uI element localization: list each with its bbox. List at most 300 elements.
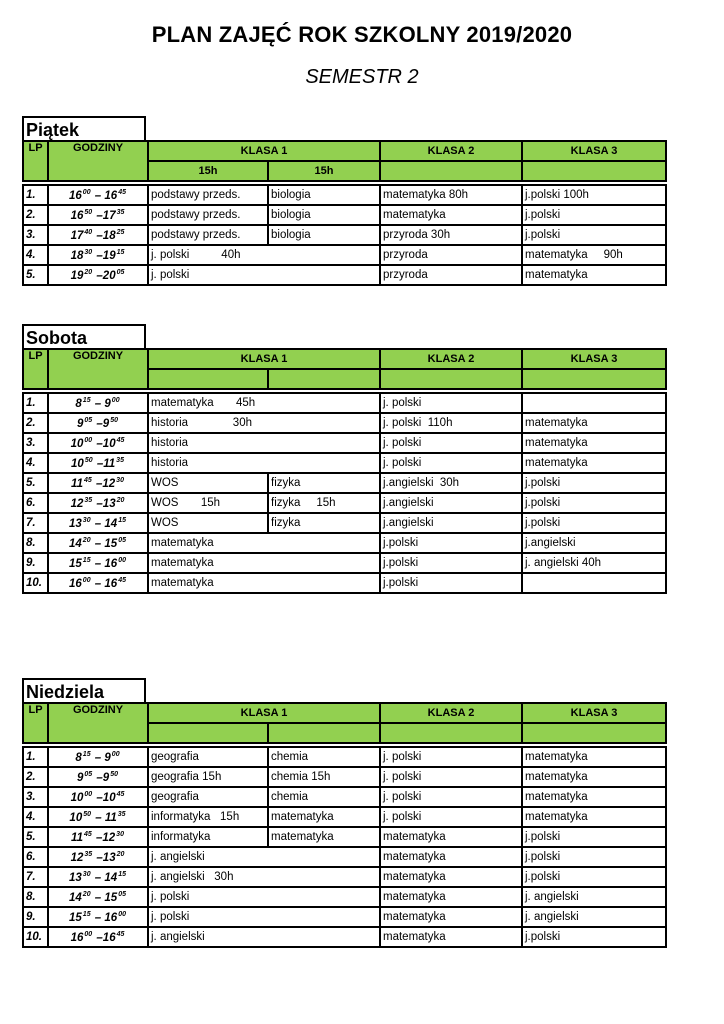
time-end-hour: 16 bbox=[102, 931, 116, 944]
cell-lp: 4. bbox=[23, 245, 48, 265]
header-lp: LP bbox=[23, 349, 48, 389]
time-start-minute: 35 bbox=[84, 850, 93, 858]
time-start-hour: 9 bbox=[77, 417, 84, 430]
time-start-hour: 10 bbox=[70, 791, 84, 804]
cell-klasa-1: j. angielski bbox=[148, 847, 380, 867]
cell-lp: 2. bbox=[23, 767, 48, 787]
cell-klasa-1b: fizyka bbox=[268, 513, 380, 533]
cell-klasa-1: matematyka 45h bbox=[148, 393, 380, 413]
cell-klasa-1b: fizyka 15h bbox=[268, 493, 380, 513]
cell-klasa-2: j. polski bbox=[380, 433, 522, 453]
time-separator: – bbox=[91, 577, 105, 590]
time-end-minute: 45 bbox=[118, 188, 126, 196]
time-start-hour: 13 bbox=[69, 517, 82, 530]
subheader-klasa-3 bbox=[522, 161, 666, 181]
table-row bbox=[23, 847, 666, 867]
cell-klasa-1: historia bbox=[148, 453, 380, 473]
subheader-klasa-2 bbox=[380, 161, 522, 181]
cell-klasa-1: matematyka bbox=[148, 573, 380, 593]
cell-godziny bbox=[48, 433, 148, 453]
time-start-hour: 12 bbox=[70, 497, 84, 510]
time-end-hour: 16 bbox=[104, 577, 118, 590]
cell-klasa-1a: WOS bbox=[148, 473, 268, 493]
cell-godziny bbox=[48, 453, 148, 473]
time-end-hour: 9 bbox=[104, 751, 111, 764]
cell-godziny bbox=[48, 927, 148, 947]
time-separator: – bbox=[93, 269, 103, 282]
subheader-klasa-1a bbox=[148, 723, 268, 743]
time-start-minute: 05 bbox=[84, 770, 93, 778]
time-end-minute: 00 bbox=[111, 396, 120, 404]
time-separator: – bbox=[93, 771, 103, 784]
cell-klasa-1b: matematyka bbox=[268, 807, 380, 827]
time-start-hour: 15 bbox=[69, 557, 82, 570]
cell-klasa-3: j.polski bbox=[522, 867, 666, 887]
time-start-minute: 45 bbox=[83, 830, 92, 838]
schedule-table bbox=[22, 348, 667, 594]
cell-klasa-1: historia bbox=[148, 433, 380, 453]
time-start-hour: 8 bbox=[75, 751, 82, 764]
time-start-minute: 15 bbox=[82, 396, 91, 404]
time-start-hour: 11 bbox=[71, 831, 83, 844]
cell-klasa-2: matematyka bbox=[380, 907, 522, 927]
cell-lp: 3. bbox=[23, 787, 48, 807]
table-row bbox=[23, 867, 666, 887]
subheader-klasa-1b bbox=[268, 369, 380, 389]
time-start-hour: 14 bbox=[69, 537, 82, 550]
cell-godziny bbox=[48, 533, 148, 553]
table-row bbox=[23, 265, 666, 285]
page-subtitle: SEMESTR 2 bbox=[305, 66, 419, 88]
cell-klasa-3: matematyka bbox=[522, 265, 666, 285]
time-end-hour: 9 bbox=[102, 417, 110, 430]
time-separator: – bbox=[91, 517, 105, 530]
cell-lp: 7. bbox=[23, 867, 48, 887]
cell-klasa-3: matematyka bbox=[522, 433, 666, 453]
time-start-minute: 35 bbox=[84, 496, 93, 504]
time-end-minute: 30 bbox=[116, 830, 124, 838]
cell-klasa-1b: matematyka bbox=[268, 827, 380, 847]
schedule-sunday bbox=[22, 678, 665, 948]
cell-lp: 8. bbox=[23, 887, 48, 907]
cell-godziny bbox=[48, 573, 148, 593]
cell-lp: 6. bbox=[23, 847, 48, 867]
cell-godziny bbox=[48, 807, 148, 827]
cell-klasa-3: j.polski 100h bbox=[522, 185, 666, 205]
cell-klasa-1b: biologia bbox=[268, 185, 380, 205]
header-klasa-1: KLASA 1 bbox=[148, 349, 380, 369]
cell-klasa-3: matematyka 90h bbox=[522, 245, 666, 265]
cell-klasa-2: j.angielski bbox=[380, 493, 522, 513]
time-end-minute: 45 bbox=[118, 576, 126, 584]
time-start-minute: 50 bbox=[83, 810, 92, 818]
time-separator: – bbox=[93, 437, 103, 450]
time-start-minute: 20 bbox=[82, 536, 91, 544]
cell-lp: 2. bbox=[23, 205, 48, 225]
time-start-minute: 00 bbox=[82, 188, 91, 196]
cell-klasa-1b: biologia bbox=[268, 205, 380, 225]
subheader-klasa-1a: 15h bbox=[148, 161, 268, 181]
table-row bbox=[23, 473, 666, 493]
time-end-minute: 20 bbox=[116, 496, 125, 504]
time-start-minute: 15 bbox=[82, 750, 91, 758]
time-start-hour: 10 bbox=[70, 437, 84, 450]
cell-godziny bbox=[48, 767, 148, 787]
cell-klasa-3: matematyka bbox=[522, 807, 666, 827]
time-end-minute: 35 bbox=[117, 810, 126, 818]
cell-lp: 8. bbox=[23, 533, 48, 553]
table-row bbox=[23, 747, 666, 767]
cell-klasa-3: j.polski bbox=[522, 847, 666, 867]
time-start-minute: 00 bbox=[82, 576, 91, 584]
time-start-minute: 05 bbox=[84, 416, 93, 424]
time-separator: – bbox=[93, 791, 103, 804]
time-end-minute: 20 bbox=[116, 850, 125, 858]
subheader-klasa-1a bbox=[148, 369, 268, 389]
cell-godziny bbox=[48, 265, 148, 285]
header-row bbox=[23, 141, 666, 161]
time-start-hour: 16 bbox=[69, 189, 82, 202]
cell-godziny bbox=[48, 245, 148, 265]
cell-lp: 9. bbox=[23, 553, 48, 573]
cell-lp: 2. bbox=[23, 413, 48, 433]
cell-klasa-2: matematyka bbox=[380, 827, 522, 847]
cell-klasa-2: przyroda bbox=[380, 245, 522, 265]
cell-godziny bbox=[48, 473, 148, 493]
time-end-hour: 17 bbox=[102, 209, 116, 222]
time-end-hour: 11 bbox=[104, 811, 117, 824]
table-row bbox=[23, 413, 666, 433]
time-start-hour: 9 bbox=[77, 771, 84, 784]
cell-godziny bbox=[48, 747, 148, 767]
cell-lp: 6. bbox=[23, 493, 48, 513]
cell-klasa-1a: podstawy przeds. bbox=[148, 185, 268, 205]
time-end-minute: 15 bbox=[118, 516, 126, 524]
time-separator: – bbox=[91, 397, 105, 410]
cell-klasa-3: matematyka bbox=[522, 747, 666, 767]
header-godziny: GODZINY bbox=[48, 349, 148, 389]
cell-klasa-1: matematyka bbox=[148, 553, 380, 573]
time-start-minute: 00 bbox=[84, 930, 93, 938]
time-start-hour: 10 bbox=[69, 811, 83, 824]
cell-klasa-1a: informatyka 15h bbox=[148, 807, 268, 827]
time-separator: – bbox=[93, 931, 103, 944]
cell-lp: 5. bbox=[23, 473, 48, 493]
day-name-piatek: Piątek bbox=[22, 116, 146, 140]
time-end-minute: 05 bbox=[118, 890, 126, 898]
cell-lp: 7. bbox=[23, 513, 48, 533]
time-start-minute: 30 bbox=[82, 516, 91, 524]
cell-lp: 5. bbox=[23, 827, 48, 847]
time-separator: – bbox=[91, 537, 105, 550]
cell-klasa-2: j. polski bbox=[380, 807, 522, 827]
cell-klasa-1: j. polski bbox=[148, 887, 380, 907]
cell-klasa-2: j. polski bbox=[380, 787, 522, 807]
cell-klasa-2: matematyka bbox=[380, 205, 522, 225]
time-end-minute: 05 bbox=[118, 536, 126, 544]
header-klasa-3: KLASA 3 bbox=[522, 141, 666, 161]
header-row bbox=[23, 703, 666, 723]
subheader-klasa-1b: 15h bbox=[268, 161, 380, 181]
cell-godziny bbox=[48, 907, 148, 927]
time-separator: – bbox=[91, 189, 105, 202]
cell-klasa-1: j. polski bbox=[148, 907, 380, 927]
time-start-minute: 00 bbox=[84, 790, 93, 798]
cell-klasa-2: matematyka 80h bbox=[380, 185, 522, 205]
cell-klasa-1a: podstawy przeds. bbox=[148, 205, 268, 225]
cell-klasa-3: j.polski bbox=[522, 827, 666, 847]
cell-godziny bbox=[48, 867, 148, 887]
cell-klasa-1: j. angielski bbox=[148, 927, 380, 947]
table-row bbox=[23, 533, 666, 553]
cell-klasa-3: j.polski bbox=[522, 513, 666, 533]
header-godziny: GODZINY bbox=[48, 703, 148, 743]
cell-godziny bbox=[48, 413, 148, 433]
cell-klasa-3: j.polski bbox=[522, 205, 666, 225]
cell-lp: 4. bbox=[23, 453, 48, 473]
table-row bbox=[23, 493, 666, 513]
schedule-friday bbox=[22, 116, 665, 286]
time-end-hour: 14 bbox=[104, 517, 118, 530]
cell-klasa-3: matematyka bbox=[522, 767, 666, 787]
time-start-hour: 18 bbox=[70, 249, 84, 262]
header-klasa-3: KLASA 3 bbox=[522, 349, 666, 369]
cell-godziny bbox=[48, 787, 148, 807]
time-end-hour: 16 bbox=[104, 557, 118, 570]
time-start-hour: 16 bbox=[70, 931, 84, 944]
cell-klasa-3: j.angielski bbox=[522, 533, 666, 553]
cell-lp: 3. bbox=[23, 433, 48, 453]
time-separator: – bbox=[91, 557, 105, 570]
time-start-minute: 20 bbox=[82, 890, 91, 898]
table-row bbox=[23, 807, 666, 827]
time-end-hour: 13 bbox=[102, 851, 116, 864]
time-end-hour: 9 bbox=[104, 397, 111, 410]
subheader-klasa-3 bbox=[522, 369, 666, 389]
time-start-minute: 00 bbox=[84, 436, 93, 444]
cell-klasa-3: j. angielski 40h bbox=[522, 553, 666, 573]
time-start-hour: 16 bbox=[70, 209, 84, 222]
cell-lp: 1. bbox=[23, 393, 48, 413]
time-separator: – bbox=[93, 249, 103, 262]
header-klasa-2: KLASA 2 bbox=[380, 349, 522, 369]
time-end-hour: 15 bbox=[104, 537, 118, 550]
time-separator: – bbox=[91, 871, 105, 884]
table-row bbox=[23, 185, 666, 205]
cell-klasa-3: j.polski bbox=[522, 473, 666, 493]
header-godziny: GODZINY bbox=[48, 141, 148, 181]
time-end-minute: 00 bbox=[118, 910, 126, 918]
time-end-minute: 35 bbox=[116, 456, 124, 464]
time-end-minute: 15 bbox=[118, 870, 126, 878]
time-separator: – bbox=[92, 811, 105, 824]
header-klasa-1: KLASA 1 bbox=[148, 141, 380, 161]
table-row bbox=[23, 887, 666, 907]
cell-lp: 1. bbox=[23, 747, 48, 767]
time-start-hour: 12 bbox=[70, 851, 84, 864]
table-row bbox=[23, 827, 666, 847]
cell-klasa-3 bbox=[522, 573, 666, 593]
cell-godziny bbox=[48, 553, 148, 573]
header-row bbox=[23, 349, 666, 369]
time-separator: – bbox=[93, 457, 104, 470]
cell-klasa-3: j. angielski bbox=[522, 887, 666, 907]
cell-klasa-1a: WOS 15h bbox=[148, 493, 268, 513]
time-end-hour: 15 bbox=[104, 891, 118, 904]
table-row bbox=[23, 573, 666, 593]
table-row bbox=[23, 767, 666, 787]
cell-klasa-2: j. polski bbox=[380, 393, 522, 413]
cell-klasa-2: j. polski bbox=[380, 767, 522, 787]
time-end-minute: 30 bbox=[116, 476, 124, 484]
schedule-saturday bbox=[22, 324, 665, 594]
table-row bbox=[23, 205, 666, 225]
cell-klasa-2: j.polski bbox=[380, 573, 522, 593]
cell-klasa-2: matematyka bbox=[380, 867, 522, 887]
cell-lp: 10. bbox=[23, 927, 48, 947]
time-end-hour: 10 bbox=[102, 791, 116, 804]
time-separator: – bbox=[93, 209, 103, 222]
cell-lp: 9. bbox=[23, 907, 48, 927]
cell-godziny bbox=[48, 493, 148, 513]
cell-klasa-1a: informatyka bbox=[148, 827, 268, 847]
cell-klasa-2: j.angielski bbox=[380, 513, 522, 533]
time-start-minute: 15 bbox=[82, 556, 91, 564]
time-start-hour: 19 bbox=[70, 269, 84, 282]
cell-godziny bbox=[48, 847, 148, 867]
header-klasa-1: KLASA 1 bbox=[148, 703, 380, 723]
time-end-minute: 50 bbox=[110, 416, 118, 424]
table-row bbox=[23, 453, 666, 473]
table-row bbox=[23, 225, 666, 245]
cell-godziny bbox=[48, 185, 148, 205]
cell-klasa-1b: chemia bbox=[268, 787, 380, 807]
cell-klasa-2: j.polski bbox=[380, 533, 522, 553]
cell-klasa-2: matematyka bbox=[380, 887, 522, 907]
time-end-minute: 50 bbox=[110, 770, 118, 778]
time-end-minute: 05 bbox=[116, 268, 125, 276]
time-end-hour: 11 bbox=[103, 457, 116, 470]
cell-klasa-3 bbox=[522, 393, 666, 413]
time-start-hour: 15 bbox=[69, 911, 82, 924]
cell-klasa-3: j.polski bbox=[522, 493, 666, 513]
time-end-hour: 10 bbox=[102, 437, 116, 450]
time-end-minute: 25 bbox=[116, 228, 125, 236]
time-start-minute: 50 bbox=[84, 456, 93, 464]
time-start-minute: 15 bbox=[82, 910, 91, 918]
cell-klasa-3: matematyka bbox=[522, 787, 666, 807]
subheader-klasa-2 bbox=[380, 723, 522, 743]
cell-klasa-1: matematyka bbox=[148, 533, 380, 553]
time-end-minute: 00 bbox=[118, 556, 126, 564]
day-name-sobota: Sobota bbox=[22, 324, 146, 348]
cell-klasa-3: j.polski bbox=[522, 927, 666, 947]
cell-lp: 4. bbox=[23, 807, 48, 827]
cell-lp: 3. bbox=[23, 225, 48, 245]
time-separator: – bbox=[93, 497, 103, 510]
cell-klasa-1a: geografia 15h bbox=[148, 767, 268, 787]
time-start-hour: 10 bbox=[71, 457, 84, 470]
time-start-minute: 30 bbox=[82, 870, 91, 878]
cell-lp: 10. bbox=[23, 573, 48, 593]
time-start-hour: 11 bbox=[71, 477, 83, 490]
cell-klasa-1: j. angielski 30h bbox=[148, 867, 380, 887]
cell-klasa-1a: geografia bbox=[148, 787, 268, 807]
table-row bbox=[23, 245, 666, 265]
header-klasa-2: KLASA 2 bbox=[380, 141, 522, 161]
cell-klasa-3: j. angielski bbox=[522, 907, 666, 927]
schedule-table bbox=[22, 702, 667, 948]
time-end-minute: 00 bbox=[111, 750, 120, 758]
time-end-hour: 20 bbox=[102, 269, 116, 282]
cell-godziny bbox=[48, 225, 148, 245]
header-klasa-2: KLASA 2 bbox=[380, 703, 522, 723]
cell-godziny bbox=[48, 393, 148, 413]
header-lp: LP bbox=[23, 703, 48, 743]
subheader-klasa-3 bbox=[522, 723, 666, 743]
cell-godziny bbox=[48, 513, 148, 533]
time-end-minute: 45 bbox=[116, 790, 125, 798]
cell-godziny bbox=[48, 827, 148, 847]
time-end-hour: 14 bbox=[104, 871, 118, 884]
cell-klasa-2: matematyka bbox=[380, 927, 522, 947]
cell-klasa-1a: podstawy przeds. bbox=[148, 225, 268, 245]
table-row bbox=[23, 787, 666, 807]
cell-klasa-1a: WOS bbox=[148, 513, 268, 533]
time-separator: – bbox=[93, 851, 103, 864]
time-end-minute: 15 bbox=[116, 248, 125, 256]
cell-klasa-2: j. polski 110h bbox=[380, 413, 522, 433]
cell-godziny bbox=[48, 205, 148, 225]
time-start-hour: 13 bbox=[69, 871, 82, 884]
time-separator: – bbox=[92, 831, 103, 844]
time-start-hour: 8 bbox=[75, 397, 82, 410]
cell-klasa-1b: biologia bbox=[268, 225, 380, 245]
cell-klasa-1a: geografia bbox=[148, 747, 268, 767]
subheader-klasa-1b bbox=[268, 723, 380, 743]
cell-klasa-1: j. polski 40h bbox=[148, 245, 380, 265]
day-name-niedziela: Niedziela bbox=[22, 678, 146, 702]
time-end-hour: 16 bbox=[104, 911, 118, 924]
time-start-minute: 30 bbox=[84, 248, 93, 256]
cell-klasa-1b: chemia bbox=[268, 747, 380, 767]
cell-klasa-1b: fizyka bbox=[268, 473, 380, 493]
table-row bbox=[23, 433, 666, 453]
cell-klasa-2: j.angielski 30h bbox=[380, 473, 522, 493]
cell-klasa-2: matematyka bbox=[380, 847, 522, 867]
cell-godziny bbox=[48, 887, 148, 907]
time-start-minute: 50 bbox=[84, 208, 93, 216]
time-start-minute: 20 bbox=[84, 268, 93, 276]
cell-lp: 1. bbox=[23, 185, 48, 205]
cell-klasa-3: j.polski bbox=[522, 225, 666, 245]
time-start-hour: 14 bbox=[69, 891, 82, 904]
cell-klasa-2: j. polski bbox=[380, 747, 522, 767]
time-start-minute: 45 bbox=[83, 476, 92, 484]
time-end-hour: 12 bbox=[102, 477, 116, 490]
table-row bbox=[23, 553, 666, 573]
time-separator: – bbox=[93, 417, 103, 430]
time-separator: – bbox=[91, 751, 105, 764]
cell-klasa-2: j.polski bbox=[380, 553, 522, 573]
table-row bbox=[23, 927, 666, 947]
time-separator: – bbox=[93, 229, 103, 242]
time-start-minute: 40 bbox=[84, 228, 93, 236]
page-title: PLAN ZAJĘĆ ROK SZKOLNY 2019/2020 bbox=[151, 22, 573, 47]
time-end-hour: 16 bbox=[104, 189, 118, 202]
subheader-klasa-2 bbox=[380, 369, 522, 389]
table-row bbox=[23, 393, 666, 413]
